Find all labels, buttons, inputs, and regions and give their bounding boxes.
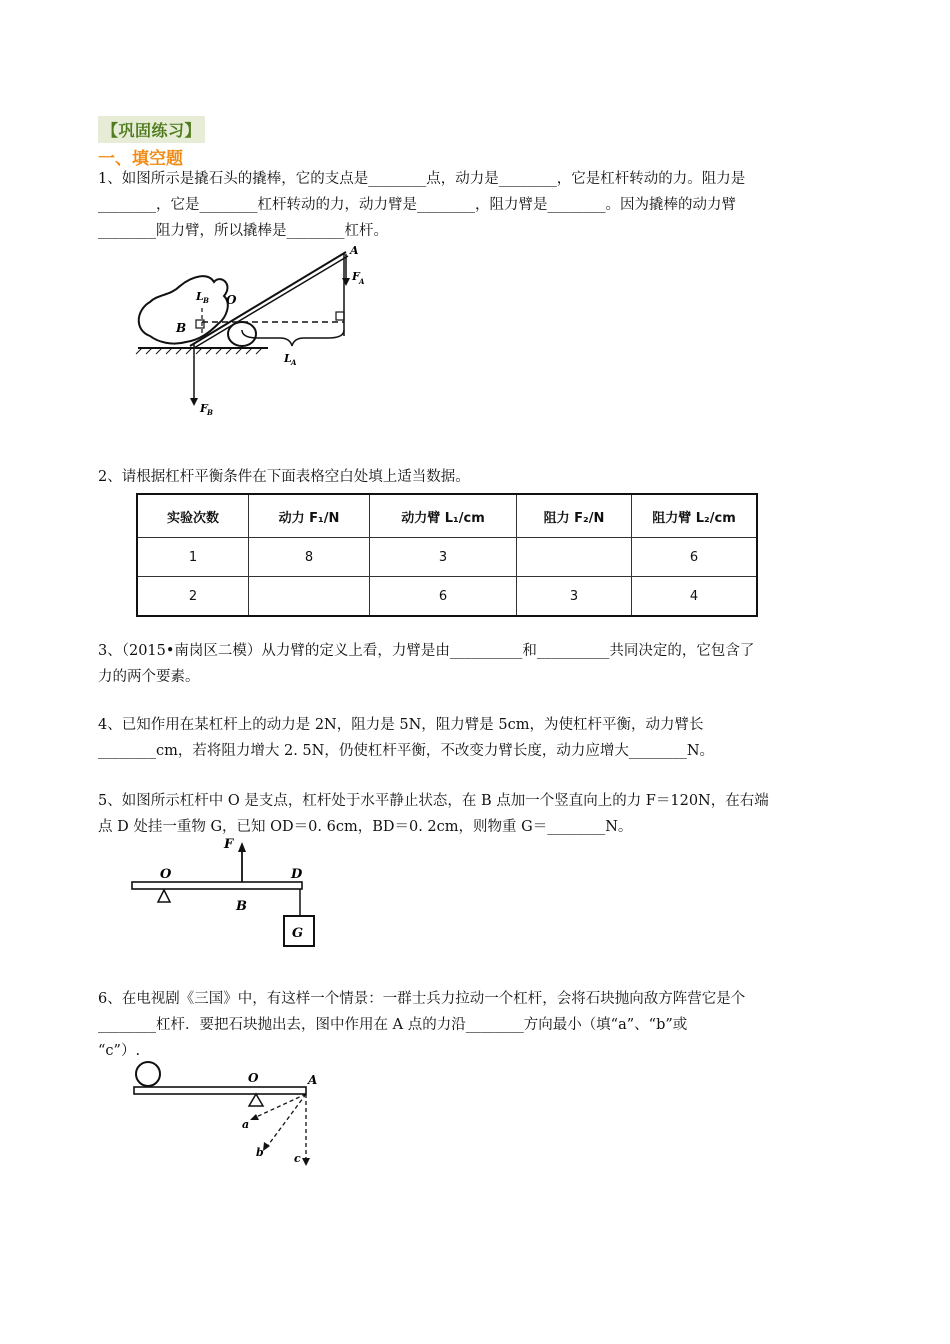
lever-weight-figure [128,836,328,954]
label-B: B [236,899,247,914]
table-cell: 3 [517,577,632,617]
label-c: c [294,1152,301,1165]
label-LA-sub: A [291,358,297,367]
label-a: a [242,1118,250,1131]
table-cell: 1 [137,538,249,577]
label-G: G [292,926,304,941]
label-O: O [248,1071,259,1085]
crowbar-figure [128,244,368,420]
header-trial: 实验次数 [137,494,249,538]
label-b: b [256,1146,264,1159]
question-3 [98,638,852,690]
catapult-lever-figure [128,1058,338,1170]
table-header-row [137,494,757,538]
header-l1: 动力臂 L₁/cm [370,494,517,538]
question-1-line-1: 1、如图所示是撬石头的撬棒，它的支点是________点，动力是________，它是杠杆转动的力。阻力是 [98,171,746,187]
table-cell: 2 [137,577,249,617]
question-6 [98,986,852,1064]
stone-circle [136,1062,160,1086]
question-5 [98,788,852,840]
table-row [137,577,757,617]
table-cell-blank[interactable] [517,538,632,577]
question-4-line-1: 4、已知作用在某杠杆上的动力是 2N，阻力是 5N，阻力臂是 5cm，为使杠杆平衡，动力臂长 [98,717,704,733]
label-B: B [176,321,187,335]
label-D: D [291,867,303,882]
question-6-line-2: ________杠杆．要把石块抛出去，图中作用在 A 点的力沿________方向最小（填“a”、“b”或 [98,1017,688,1033]
pivot-triangle [249,1094,263,1106]
table-cell: 4 [632,577,758,617]
label-F: F [224,837,234,852]
lever-bar [134,1087,306,1094]
question-1-line-2: ________，它是________杠杆转动的力，动力臂是________，阻力臂是________。因为撬棒的动力臂 [98,197,736,213]
header-f1: 动力 F₁/N [249,494,370,538]
question-5-line-2: 点 D 处挂一重物 G，已知 OD＝0. 6cm，BD＝0. 2cm，则物重 G＝________N。 [98,819,633,835]
label-FB: F [200,402,208,415]
question-6-line-1: 6、在电视剧《三国》中，有这样一个情景：一群士兵力拉动一个杠杆，会将石块抛向敌方阵营它是个 [98,991,746,1007]
label-FA-sub: A [359,277,365,286]
question-2 [98,464,852,490]
table-cell-blank[interactable] [249,577,370,617]
question-6-line-3: “c”）. [98,1043,141,1059]
header-l2: 阻力臂 L₂/cm [632,494,758,538]
label-FB-sub: B [207,408,213,417]
question-3-line-2: 力的两个要素。 [98,669,200,685]
header-f2: 阻力 F₂/N [517,494,632,538]
question-5-line-1: 5、如图所示杠杆中 O 是支点，杠杆处于水平静止状态，在 B 点加一个竖直向上的力 F＝120N，在右端 [98,793,769,809]
pivot-triangle [158,890,170,902]
lever-bar [132,882,302,889]
question-1-line-3: ________阻力臂，所以撬棒是________杠杆。 [98,223,388,239]
label-O: O [160,867,172,882]
label-FA: F [352,270,360,283]
section-tag: 【巩固练习】 [98,116,205,143]
section-title: 一、填空题 [98,149,183,169]
question-1 [98,166,852,244]
table-cell: 6 [632,538,758,577]
question-3-line-1: 3、（2015•南岗区二模）从力臂的定义上看，力臂是由__________和__________共同决定的，它包含了 [98,643,755,659]
question-2-text: 2、请根据杠杆平衡条件在下面表格空白处填上适当数据。 [98,469,470,485]
table-cell: 3 [370,538,517,577]
lever-data-table [136,493,758,617]
question-4 [98,712,852,764]
label-O: O [226,293,237,307]
question-4-line-2: ________cm，若将阻力增大 2. 5N，仍使杠杆平衡，不改变力臂长度，动力应增大________N。 [98,743,715,759]
label-A: A [308,1073,318,1087]
label-LB-sub: B [203,296,209,305]
table-cell: 6 [370,577,517,617]
table-row [137,538,757,577]
label-LA: L [284,352,292,365]
label-LB: L [196,290,204,303]
table-cell: 8 [249,538,370,577]
label-A: A [350,244,359,257]
